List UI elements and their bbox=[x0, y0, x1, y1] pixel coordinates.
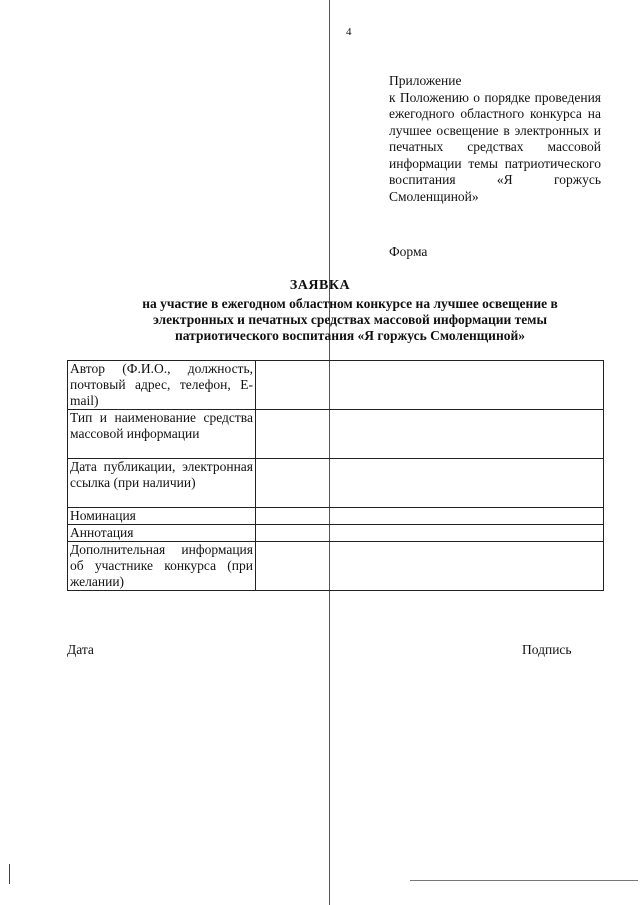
page-number: 4 bbox=[346, 26, 352, 38]
subtitle-line: на участие в ежегодном областном конкурсе на лучшее освещение в bbox=[142, 296, 558, 311]
signature-label: Подпись bbox=[522, 642, 572, 657]
application-form-table bbox=[67, 360, 604, 591]
table-row bbox=[68, 361, 604, 410]
subtitle-line: патриотического воспитания «Я горжусь Смоленщиной» bbox=[174, 328, 526, 343]
date-label: Дата bbox=[67, 642, 94, 657]
table-row bbox=[68, 459, 604, 508]
field-value-annotation[interactable] bbox=[256, 525, 604, 542]
field-value-additional-info[interactable] bbox=[256, 542, 604, 591]
field-label-additional-info: Дополнительная информация об участнике конкурса (при желании) bbox=[68, 542, 256, 591]
subtitle-line: электронных и печатных средствах массовой информации темы bbox=[152, 312, 548, 327]
field-value-author[interactable] bbox=[256, 361, 604, 410]
document-title: ЗАЯВКА bbox=[289, 278, 351, 293]
field-value-publication[interactable] bbox=[256, 459, 604, 508]
appendix-block bbox=[389, 73, 601, 205]
table-row bbox=[68, 525, 604, 542]
table-row bbox=[68, 410, 604, 459]
field-label-annotation: Аннотация bbox=[68, 525, 256, 542]
form-label: Форма bbox=[389, 244, 428, 259]
scan-artifact-mark bbox=[9, 864, 10, 884]
field-label-author: Автор (Ф.И.О., должность, почтовый адрес, телефон, E-mail) bbox=[68, 361, 256, 410]
field-label-media: Тип и наименование средства массовой информации bbox=[68, 410, 256, 459]
field-label-nomination: Номинация bbox=[68, 508, 256, 525]
document-subtitle bbox=[100, 296, 600, 344]
field-value-media[interactable] bbox=[256, 410, 604, 459]
table-row bbox=[68, 542, 604, 591]
field-label-publication: Дата публикации, электронная ссылка (при наличии) bbox=[68, 459, 256, 508]
field-value-nomination[interactable] bbox=[256, 508, 604, 525]
appendix-text: к Положению о порядке проведения ежегодного областного конкурса на лучшее освещение в электронных и печатных средствах массовой информации темы патриотического воспитания «Я горжусь Смоленщиной» bbox=[389, 89, 601, 204]
appendix-title: Приложение bbox=[389, 73, 462, 88]
scan-artifact-line bbox=[410, 880, 638, 881]
table-row bbox=[68, 508, 604, 525]
